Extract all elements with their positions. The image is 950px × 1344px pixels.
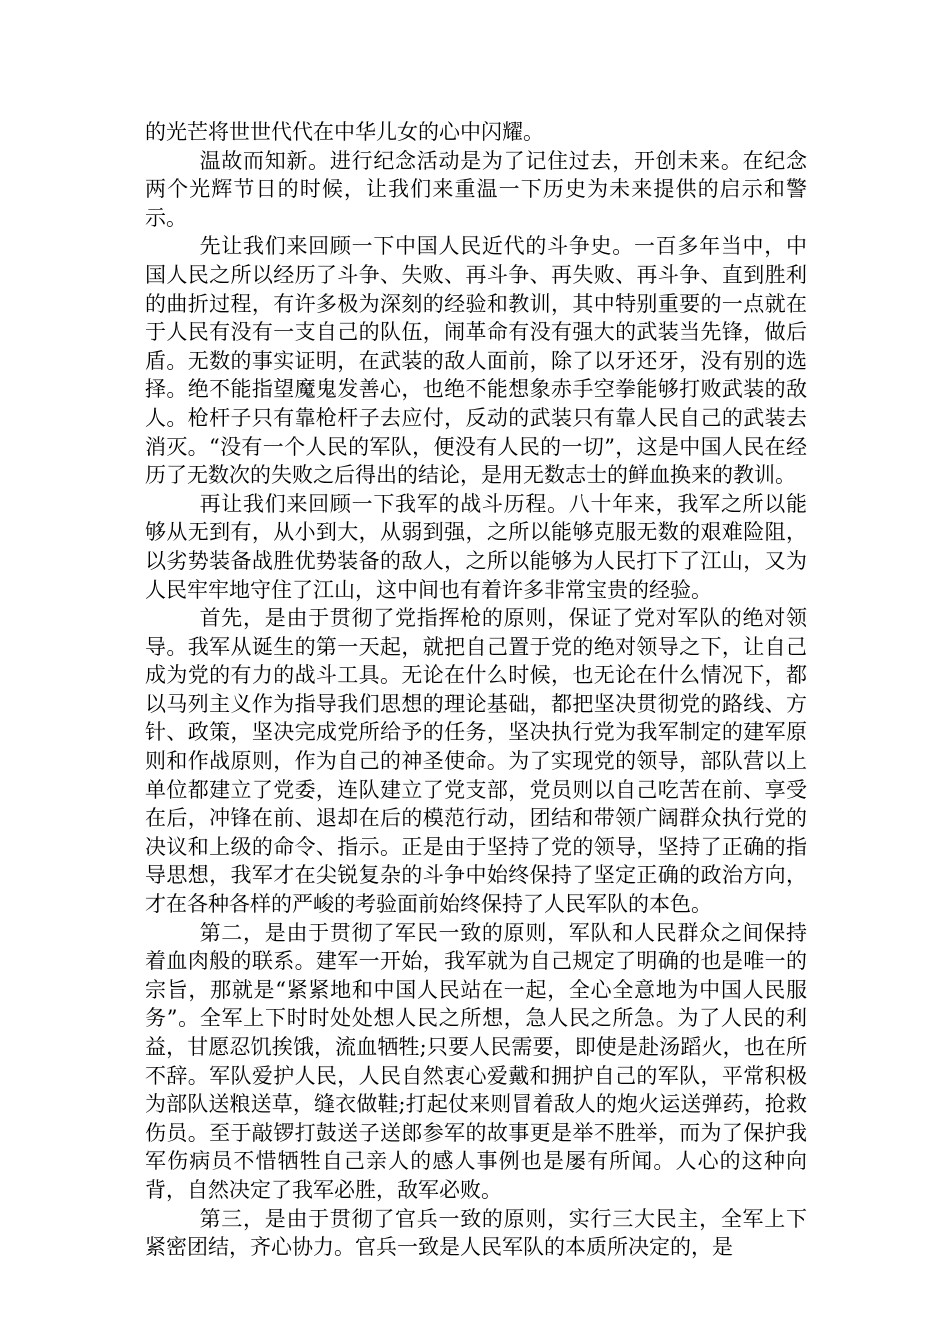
paragraph-review-history: 温故而知新。进行纪念活动是为了记住过去，开创未来。在纪念两个光辉节日的时候，让我们来重温一下历史为未来提供的启示和警示。 (145, 148, 807, 230)
paragraph-army-history: 再让我们来回顾一下我军的战斗历程。八十年来，我军之所以能够从无到有，从小到大，从弱到强，之所以能够克服无数的艰难险阻，以劣势装备战胜优势装备的敌人，之所以能够为人民打下了江山，又为人民牢牢地守住了江山，这中间也有着许多非常宝贵的经验。 (145, 491, 807, 602)
paragraph-second-principle: 第二，是由于贯彻了军民一致的原则，军队和人民群众之间保持着血肉般的联系。建军一开始，我军就为自己规定了明确的也是唯一的宗旨，那就是“紧紧地和中国人民站在一起，全心全意地为中国人民服务”。全军上下时时处处想人民之所想，急人民之所急。为了人民的利益，甘愿忍饥挨饿，流血牺牲;只要人民需要，即使是赴汤蹈火，也在所不辞。军队爱护人民，人民自然衷心爱戴和拥护自己的军队，平常积极为部队送粮送草，缝衣做鞋;打起仗来则冒着敌人的炮火运送弹药，抢救伤员。至于敲锣打鼓送子送郎参军的故事更是举不胜举，而为了保护我军伤病员不惜牺牲自己亲人的感人事例也是屡有所闻。人心的这种向背，自然决定了我军必胜，敌军必败。 (145, 920, 807, 1202)
paragraph-struggle-history: 先让我们来回顾一下中国人民近代的斗争史。一百多年当中，中国人民之所以经历了斗争、失败、再斗争、再失败、再斗争、直到胜利的曲折过程，有许多极为深刻的经验和教训，其中特别重要的一点就在于人民有没有一支自己的队伍，闹革命有没有强大的武装当先锋，做后盾。无数的事实证明，在武装的敌人面前，除了以牙还牙，没有别的选择。绝不能指望魔鬼发善心，也绝不能想象赤手空拳能够打败武装的敌人。枪杆子只有靠枪杆子去应付，反动的武装只有靠人民自己的武装去消灭。“没有一个人民的军队，便没有人民的一切”，这是中国人民在经历了无数次的失败之后得出的结论，是用无数志士的鲜血换来的教训。 (145, 234, 807, 488)
paragraph-third-principle: 第三，是由于贯彻了官兵一致的原则，实行三大民主，全军上下紧密团结，齐心协力。官兵一致是人民军队的本质所决定的，是 (145, 1206, 807, 1260)
document-body (145, 118, 807, 1262)
paragraph-continuation: 的光芒将世世代代在中华儿女的心中闪耀。 (145, 120, 544, 144)
paragraph-first-principle: 首先，是由于贯彻了党指挥枪的原则，保证了党对军队的绝对领导。我军从诞生的第一天起，就把自己置于党的绝对领导之下，让自己成为党的有力的战斗工具。无论在什么时候，也无论在什么情况下，都以马列主义作为指导我们思想的理论基础，都把坚决贯彻党的路线、方针、政策，坚决完成党所给予的任务，坚决执行党为我军制定的建军原则和作战原则，作为自己的神圣使命。为了实现党的领导，部队营以上单位都建立了党委，连队建立了党支部，党员则以自己吃苦在前、享受在后，冲锋在前、退却在后的模范行动，团结和带领广阔群众执行党的决议和上级的命令、指示。正是由于坚持了党的领导，坚持了正确的指导思想，我军才在尖锐复杂的斗争中始终保持了坚定正确的政治方向，才在各种各样的严峻的考验面前始终保持了人民军队的本色。 (145, 606, 807, 917)
